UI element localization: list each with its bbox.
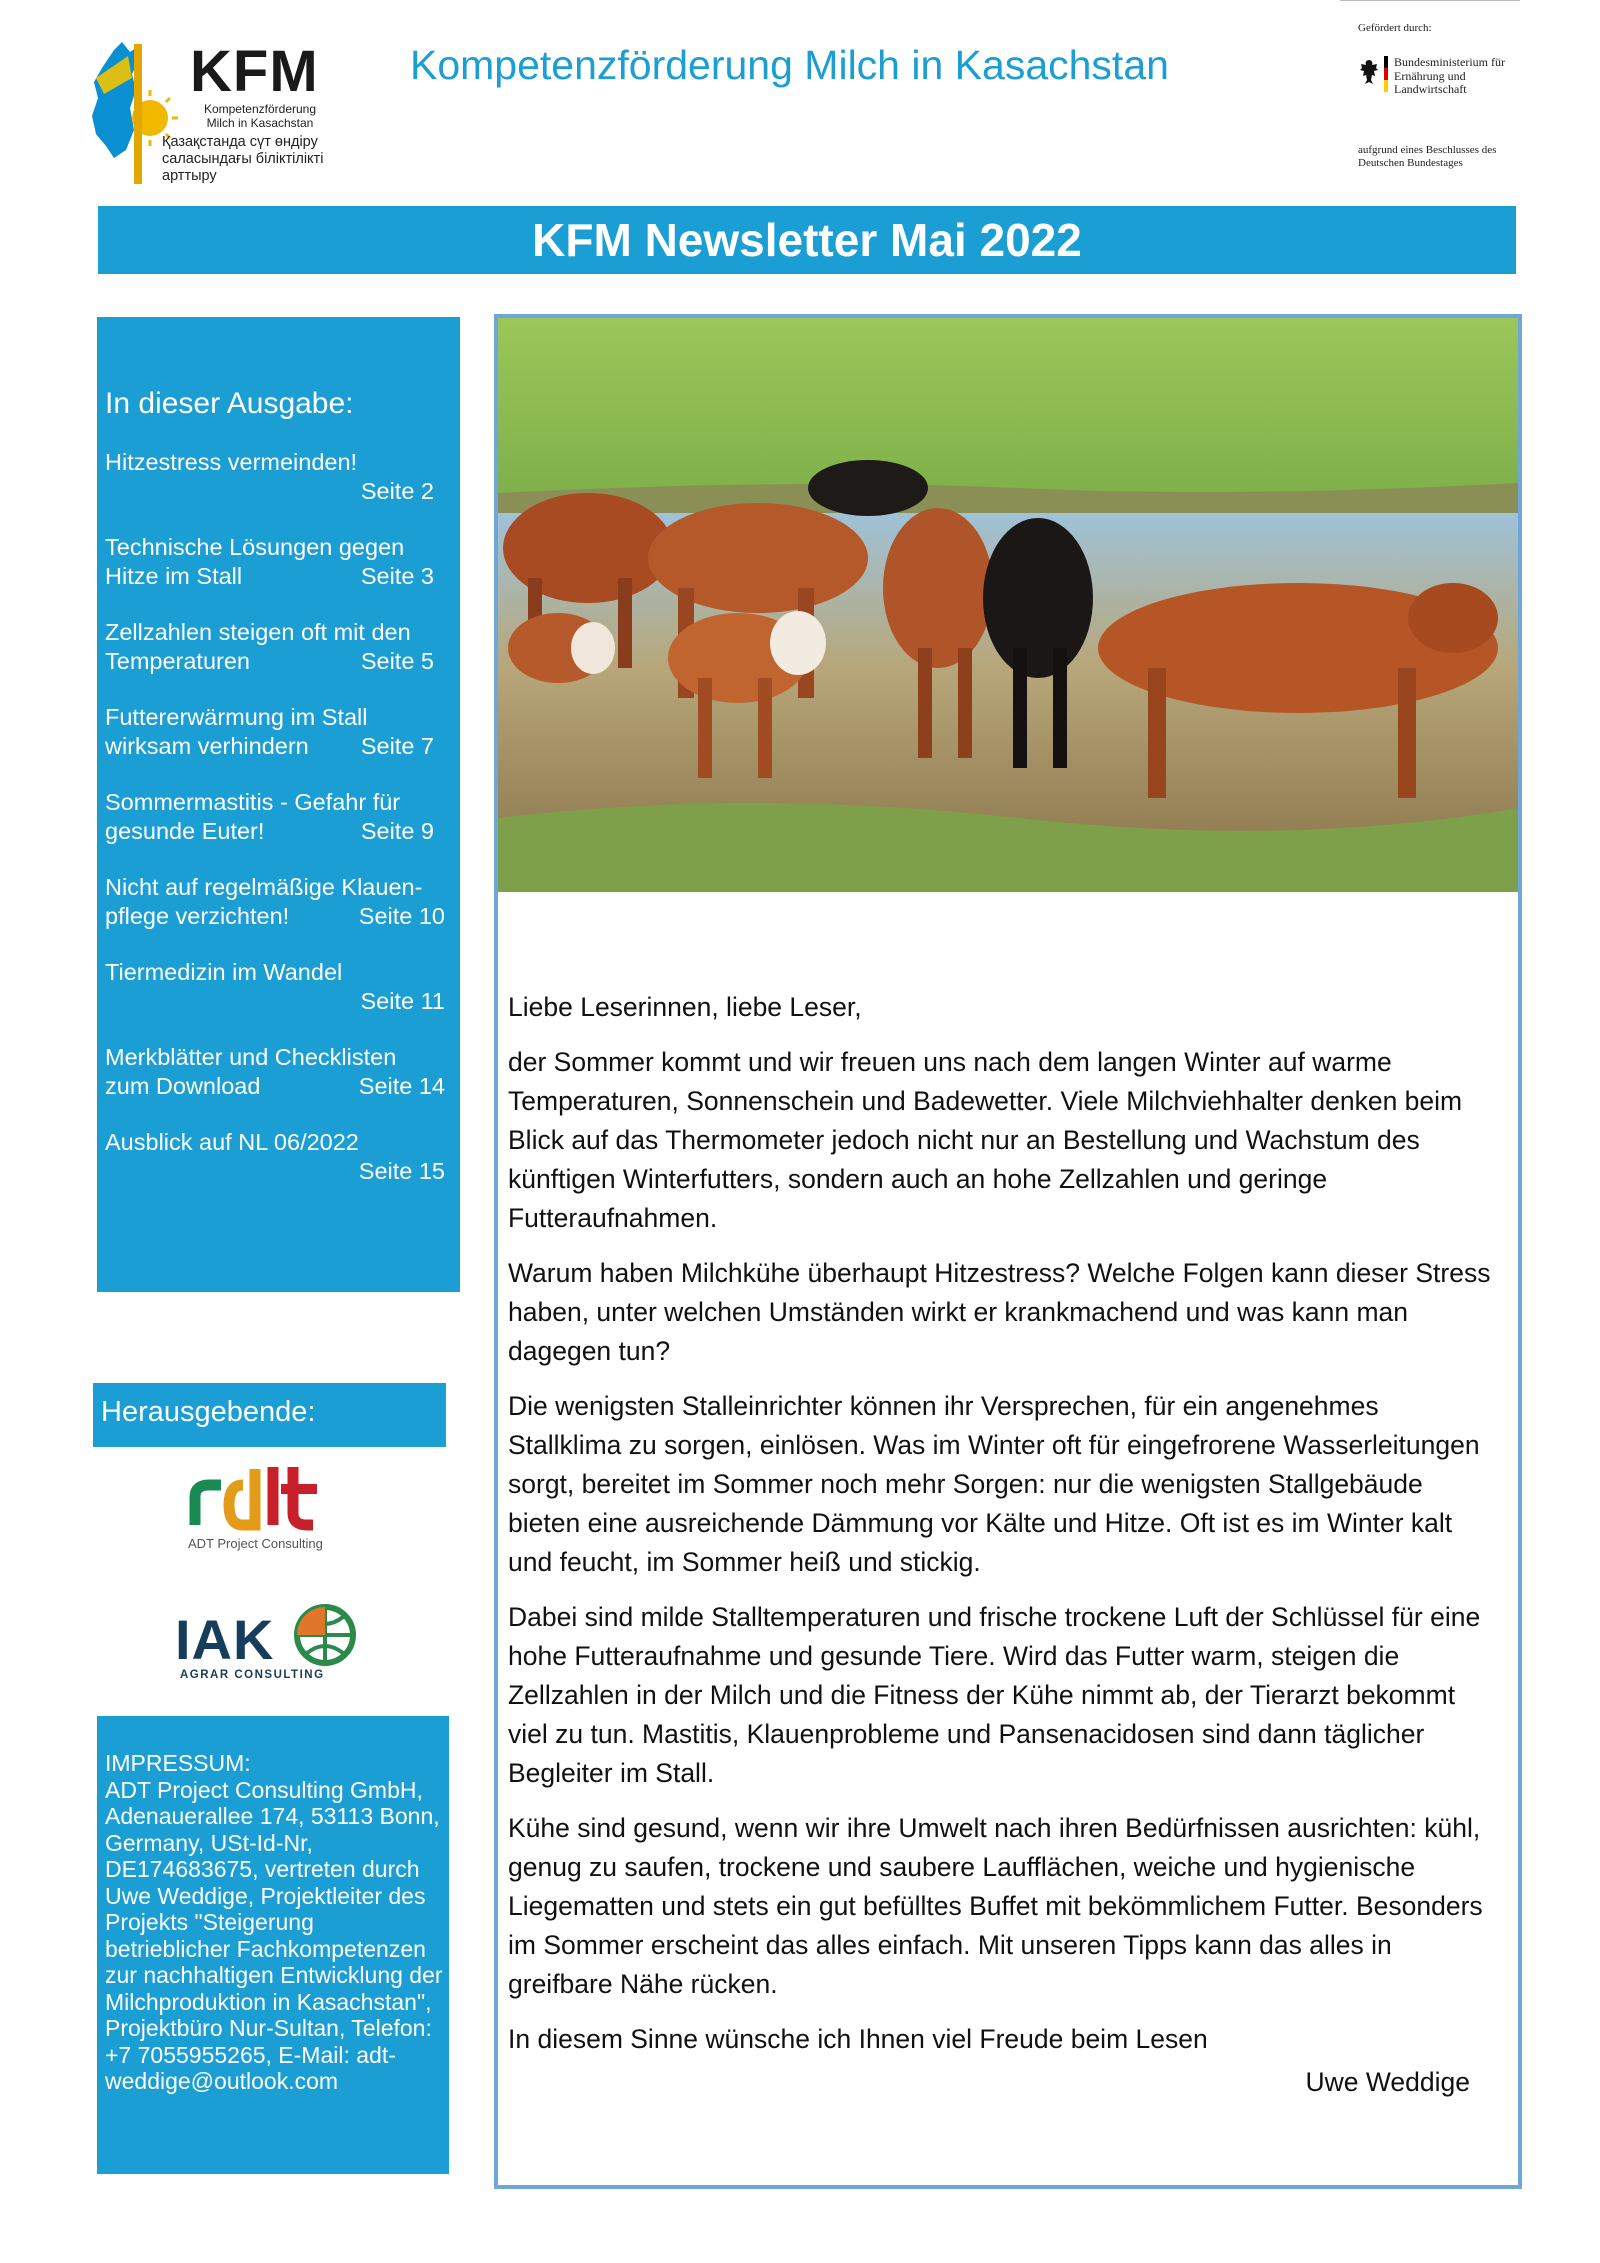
- impressum-text: IMPRESSUM: ADT Project Consulting GmbH, Adenauerallee 174, 53113 Bonn, Germany, USt-Id-Nr, DE174683675, vertreten durch Uwe Weddige, Projektleiter des Projekts "Steigerung betrieblicher Fachkompetenzen zur nachhaltigen Entwicklung der Milchproduktion in Kasachstan", Projektbüro Nur-Sultan, Telefon: +7 7055955265, E-Mail: adt-weddige@outlook.com: [105, 1750, 443, 2094]
- letter-paragraph: der Sommer kommt und wir freuen uns nach dem langen Winter auf warme Temperaturen, Sonnenschein und Badewetter. Viele Milchviehhalter denken beim Blick auf das Thermometer jedoch nicht nur an Bestellung und Wachstum des künftigen Winterfutters, sondern auch an hohe Zellzahlen und geringe Futteraufnahmen.: [508, 1047, 1463, 1233]
- letter-greeting: Liebe Leserinnen, liebe Leser,: [508, 992, 862, 1022]
- toc-entry[interactable]: [105, 703, 445, 761]
- iak-logo-subtitle: AGRAR CONSULTING: [180, 1669, 325, 1681]
- toc-entry[interactable]: [105, 958, 445, 1016]
- toc-entry-page: Seite 10: [358, 903, 445, 929]
- toc-entry-title: Sommermastitis - Gefahr für gesunde Euter!: [105, 789, 401, 844]
- funder-ministry: Bundesministerium für Ernährung und Landwirtschaft: [1394, 55, 1505, 96]
- globe-icon: [293, 1603, 357, 1667]
- funder-label: Gefördert durch:: [1358, 22, 1432, 34]
- toc-entry[interactable]: [105, 448, 445, 506]
- table-of-contents: [97, 317, 460, 1292]
- iak-logo-text: IAK: [175, 1608, 275, 1671]
- funder-logo: [1340, 0, 1520, 180]
- newsletter-title-bar: [98, 206, 1516, 274]
- toc-entry-title: Ausblick auf NL 06/2022: [105, 1129, 359, 1155]
- toc-entry-page: Seite 3: [360, 563, 434, 589]
- toc-entry-title: Nicht auf regelmäßige Klauen-pflege verzichten!: [105, 874, 423, 929]
- toc-entry[interactable]: [105, 533, 445, 591]
- toc-entry[interactable]: [105, 873, 445, 931]
- letter-paragraph: In diesem Sinne wünsche ich Ihnen viel Freude beim Lesen: [508, 2024, 1208, 2054]
- letter-signature: Uwe Weddige: [1305, 2067, 1470, 2097]
- cows-photo: [498, 318, 1518, 892]
- toc-entry-title: Hitzestress vermeinden!: [105, 449, 358, 475]
- impressum-box: [97, 1716, 449, 2174]
- toc-entry-title: Technische Lösungen gegen Hitze im Stall: [105, 534, 405, 589]
- adt-logo-mark: [185, 1463, 360, 1533]
- kfm-logo: [92, 38, 362, 188]
- toc-entry-title: Zellzahlen steigen oft mit den Temperaturen: [105, 619, 411, 674]
- funder-resolution: aufgrund eines Beschlusses des Deutschen Bundestages: [1358, 144, 1497, 169]
- toc-entry-page: Seite 11: [360, 988, 445, 1014]
- toc-entry-page: Seite 9: [360, 818, 434, 844]
- publishers-heading-bar: [93, 1383, 446, 1447]
- toc-entry-page: Seite 7: [360, 733, 434, 759]
- toc-heading: In dieser Ausgabe:: [105, 387, 354, 420]
- letter-paragraph: Die wenigsten Stalleinrichter können ihr Versprechen, für ein angenehmes Stallklima zu sorgen, einlösen. Was im Winter oft für eingefrorene Wasserleitungen sorgt, bereitet im Sommer noch mehr Sorgen: nur die wenigsten Stallgebäude bieten eine ausreichende Dämmung vor Kälte und Hitze. Oft ist es im Winter kalt und feucht, im Sommer heiß und stickig.: [508, 1391, 1480, 1577]
- letter-paragraph: Warum haben Milchkühe überhaupt Hitzestress? Welche Folgen kann dieser Stress haben, unter welchen Umständen wirkt er krankmachend und was kann man dagegen tun?: [508, 1258, 1491, 1366]
- header-title: Kompetenzförderung Milch in Kasachstan: [410, 42, 1169, 88]
- toc-entry-page: Seite 14: [358, 1073, 445, 1099]
- adt-logo-caption: ADT Project Consulting: [188, 1536, 323, 1551]
- letter-paragraph: Kühe sind gesund, wenn wir ihre Umwelt nach ihren Bedürfnissen ausrichten: kühl, genug zu saufen, trockene und saubere Laufflächen, weiche und hygienische Liegematten und stets ein gut befülltes Buffet mit bekömmlichem Futter. Besonders im Sommer erscheint das alles einfach. Mit unseren Tipps kann das alles in greifbare Nähe rücken.: [508, 1813, 1483, 1999]
- publishers-heading: Herausgebende:: [101, 1396, 316, 1428]
- kfm-logo-kazakh: Қазақстанда сүт өндіру саласындағы біліктілікті арттыру: [162, 134, 324, 184]
- toc-entry[interactable]: [105, 788, 445, 846]
- toc-entry-page: Seite 5: [360, 648, 434, 674]
- iak-logo: [175, 1603, 360, 1683]
- main-content-frame: [494, 314, 1522, 2189]
- adt-logo: [185, 1463, 360, 1553]
- toc-entry[interactable]: [105, 1043, 445, 1101]
- german-flag-icon: [1384, 56, 1388, 92]
- toc-entry-title: Tiermedizin im Wandel: [105, 959, 343, 985]
- toc-entry[interactable]: [105, 618, 445, 676]
- federal-eagle-icon: [1358, 58, 1380, 86]
- kfm-logo-text: KFM: [190, 39, 319, 104]
- toc-entry[interactable]: [105, 1128, 445, 1186]
- toc-entry-page: Seite 2: [360, 478, 434, 504]
- letter-paragraph: Dabei sind milde Stalltemperaturen und frische trockene Luft der Schlüssel für eine hohe Futteraufnahme und gesunde Tiere. Wird das Futter warm, steigen die Zellzahlen in der Milch und die Fitness der Kühe nimmt ab, der Tierarzt bekommt viel zu tun. Mastitis, Klauenprobleme und Pansenacidosen sind dann täglicher Begleiter im Stall.: [508, 1602, 1481, 1788]
- toc-entry-page: Seite 15: [358, 1158, 445, 1184]
- kfm-logo-subtitle: Kompetenzförderung Milch in Kasachstan: [203, 102, 317, 130]
- hero-image-cows-in-water: [498, 318, 1518, 892]
- toc-entry-title: Futtererwärmung im Stall wirksam verhindern: [105, 704, 368, 759]
- editorial-letter: [508, 988, 1498, 2118]
- newsletter-title: KFM Newsletter Mai 2022: [532, 214, 1082, 266]
- toc-entry-title: Merkblätter und Checklisten zum Download: [105, 1044, 397, 1099]
